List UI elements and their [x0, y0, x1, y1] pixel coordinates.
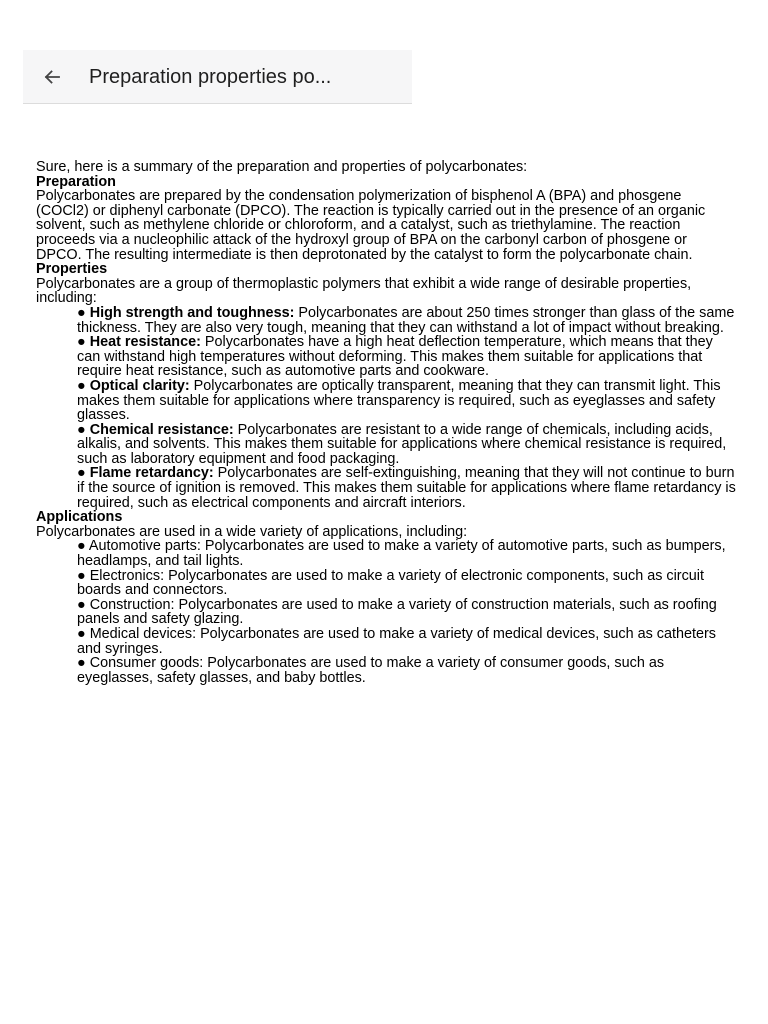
list-item: [77, 335, 736, 379]
list-item: ● Consumer goods: Polycarbonates are used to make a variety of consumer goods, such as eyeglasses, safety glasses, and baby bottles.: [77, 655, 665, 686]
bullet: ●: [77, 377, 90, 394]
applications-heading: Applications: [36, 509, 123, 526]
item-text: Polycarbonates are resistant to a wide range of chemicals, including acids, alkalis, and solvents. This makes them suitable for applications where chemical resistance is required, such as laboratory equipment and food packaging.: [77, 421, 727, 467]
properties-list: [36, 306, 736, 510]
bullet: ●: [77, 465, 90, 482]
list-item: [77, 379, 736, 423]
list-item: ● Medical devices: Polycarbonates are used to make a variety of medical devices, such as catheters and syringes.: [77, 626, 716, 657]
item-text: Polycarbonates are self-extinguishing, meaning that they will not continue to burn if the source of ignition is removed. This makes them suitable for applications where flame retardancy is required, such as electrical components and aircraft interiors.: [77, 465, 736, 511]
back-button[interactable]: [39, 64, 65, 90]
item-term: High strength and toughness:: [89, 304, 295, 321]
bullet: ●: [77, 421, 90, 438]
item-text: Polycarbonates are optically transparent, meaning that they can transmit light. This makes them suitable for applications where transparency is required, such as eyeglasses and safety glasses.: [77, 377, 721, 424]
preparation-heading: Preparation: [36, 173, 116, 190]
applications-intro: Polycarbonates are used in a wide variety of applications, including:: [36, 523, 468, 540]
applications-list: [36, 539, 736, 685]
item-term: Optical clarity:: [89, 377, 190, 394]
document-body: [36, 160, 736, 685]
item-term: Heat resistance:: [89, 334, 201, 351]
list-item: [77, 423, 736, 467]
bullet: ●: [77, 334, 90, 351]
arrow-left-icon: [42, 67, 62, 87]
item-text: Polycarbonates are about 250 times stronger than glass of the same thickness. They are also very tough, meaning that they can withstand a lot of impact without breaking.: [77, 304, 735, 336]
list-item: [77, 306, 736, 335]
page-title: Preparation properties po...: [89, 66, 332, 88]
item-term: Chemical resistance:: [89, 421, 234, 438]
intro-text: Sure, here is a summary of the preparation and properties of polycarbonates:: [36, 159, 528, 175]
list-item: ● Construction: Polycarbonates are used to make a variety of construction materials, such as roofing panels and safety glazing.: [77, 596, 717, 628]
properties-heading: Properties: [36, 261, 108, 278]
list-item: ● Electronics: Polycarbonates are used to make a variety of electronic components, such as circuit boards and connectors.: [77, 567, 704, 599]
top-app-bar: [23, 50, 412, 104]
item-text: Polycarbonates have a high heat deflection temperature, which means that they can withstand high temperatures without deforming. This makes them suitable for applications that require heat resistance, such as automotive parts and cookware.: [77, 334, 713, 380]
bullet: ●: [77, 304, 90, 321]
properties-intro: Polycarbonates are a group of thermoplastic polymers that exhibit a wide range of desirable properties, including:: [36, 275, 692, 307]
list-item: ● Automotive parts: Polycarbonates are used to make a variety of automotive parts, such as bumpers, headlamps, and tail lights.: [77, 538, 726, 570]
list-item: [77, 466, 736, 510]
item-term: Flame retardancy:: [89, 465, 214, 482]
preparation-paragraph: Polycarbonates are prepared by the condensation polymerization of bisphenol A (BPA) and phosgene (COCl2) or diphenyl carbonate (DPCO). The reaction is typically carried out in the presence of an organic solvent, such as methylene chloride or chloroform, and a catalyst, such as triethylamine. The reaction proceeds via a nucleophilic attack of the hydroxyl group of BPA on the carbonyl carbon of phosgene or DPCO. The resulting intermediate is then deprotonated by the catalyst to form the polycarbonate chain.: [36, 188, 706, 263]
